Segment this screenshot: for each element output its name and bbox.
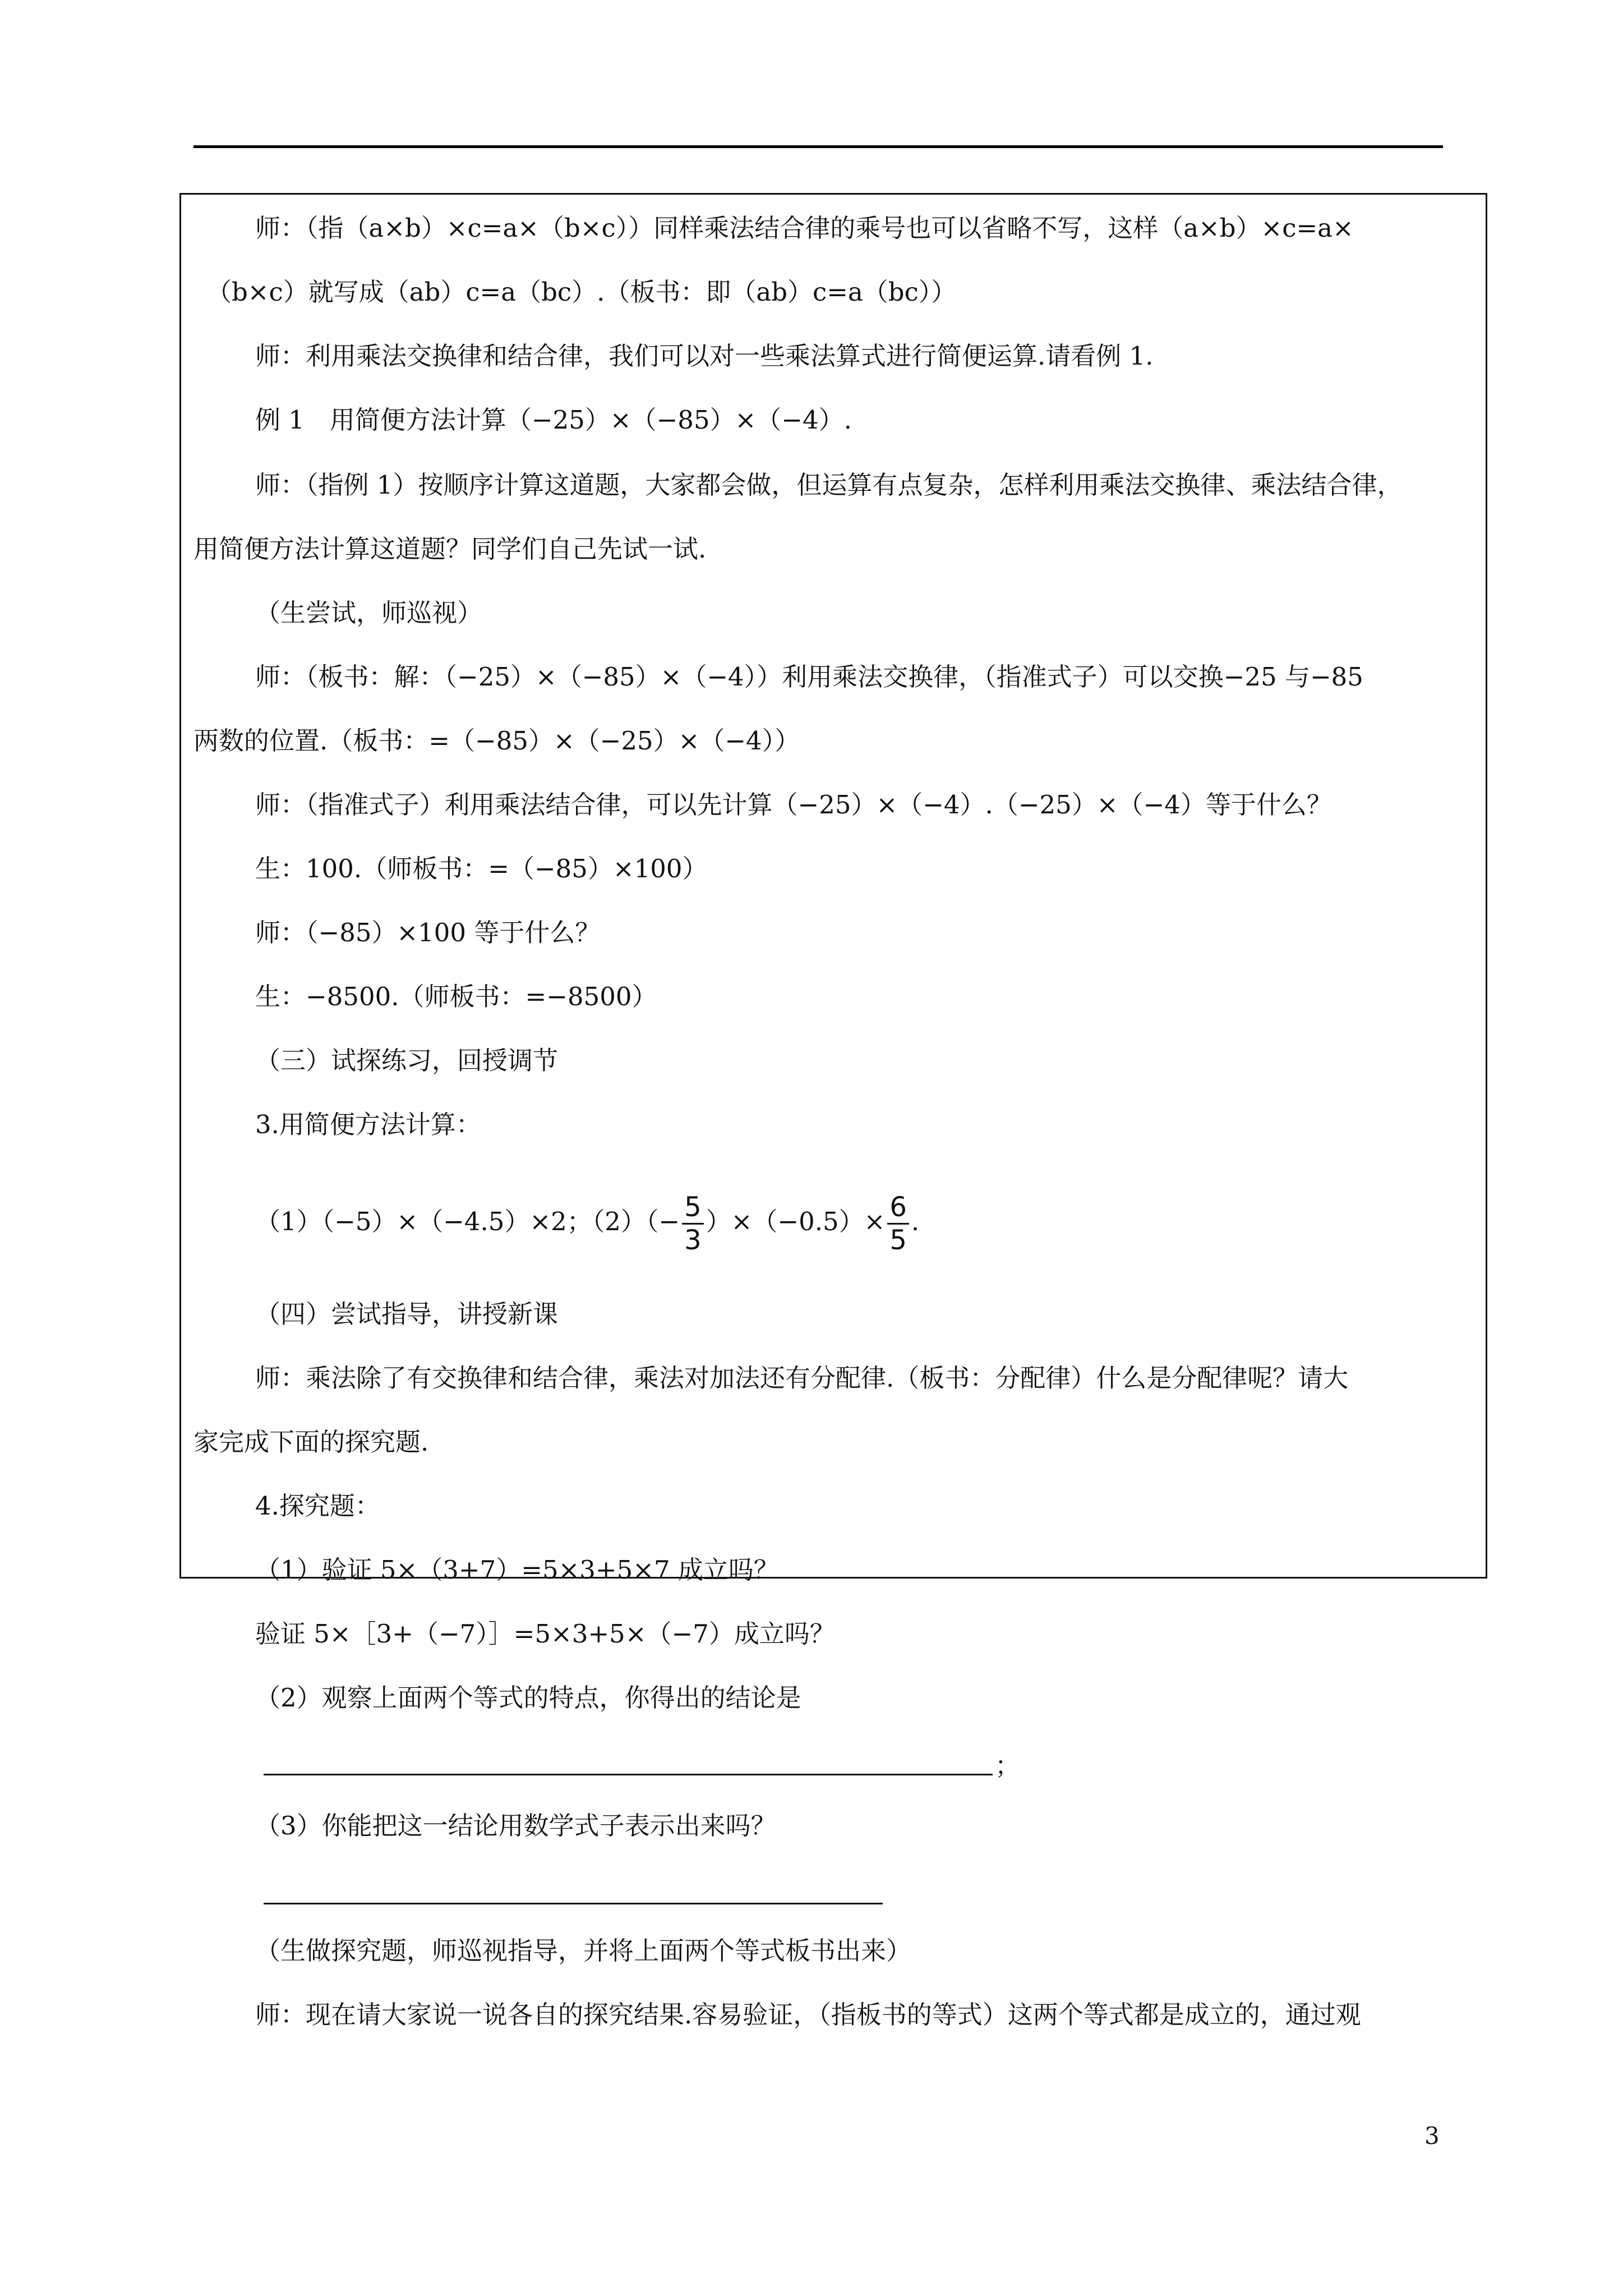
answer-blank-2[interactable] bbox=[264, 1903, 883, 1904]
exercise-end: . bbox=[911, 1207, 920, 1236]
question-2: （2）观察上面两个等式的特点，你得出的结论是 bbox=[255, 1683, 801, 1713]
fraction-numerator: 5 bbox=[682, 1191, 704, 1225]
example-1-title: 例 1 用简便方法计算（−25）×（−85）×（−4）. bbox=[255, 405, 852, 435]
page-number: 3 bbox=[1424, 2122, 1440, 2150]
text-line-28: （生做探究题，师巡视指导，并将上面两个等式板书出来） bbox=[255, 1936, 912, 1966]
exercise-part-1: （1）（−5）×（−4.5）×2；（2）（− bbox=[255, 1207, 680, 1236]
section-heading-4: （四）尝试指导，讲授新课 bbox=[255, 1299, 559, 1329]
fraction-denominator: 3 bbox=[684, 1225, 702, 1256]
text-line-20: 家完成下面的探究题. bbox=[193, 1427, 429, 1457]
text-line-3: 师：利用乘法交换律和结合律，我们可以对一些乘法算式进行简便运算.请看例 1. bbox=[255, 341, 1154, 371]
section-heading-3: （三）试探练习，回授调节 bbox=[255, 1046, 559, 1075]
text-line-2: （b×c）就写成（ab）c=a（bc）.（板书：即（ab）c=a（bc）） bbox=[206, 277, 957, 307]
exercise-3-title: 3.用简便方法计算： bbox=[255, 1110, 481, 1139]
fraction-numerator: 6 bbox=[887, 1191, 909, 1225]
text-line-12: 师：（−85）×100 等于什么？ bbox=[255, 918, 601, 947]
text-line-7: （生尝试，师巡视） bbox=[255, 598, 483, 628]
text-line-6: 用简便方法计算这道题？同学们自己先试一试. bbox=[193, 534, 707, 564]
text-line-1: 师：（指（a×b）×c=a×（b×c））同样乘法结合律的乘号也可以省略不写，这样（a×b）×c=a× bbox=[255, 213, 1354, 243]
text-line-11: 生：100.（师板书：=（−85）×100） bbox=[255, 854, 708, 884]
text-line-29: 师：现在请大家说一说各自的探究结果.容易验证，（指板书的等式）这两个等式都是成立的，通过观 bbox=[255, 2000, 1361, 2030]
text-line-10: 师：（指准式子）利用乘法结合律，可以先计算（−25）×（−4）.（−25）×（−4）等于什么？ bbox=[255, 790, 1332, 820]
text-line-9: 两数的位置.（板书：=（−85）×（−25）×（−4）） bbox=[193, 726, 800, 756]
text-line-13: 生：−8500.（师板书：=−8500） bbox=[255, 982, 657, 1011]
exercise-part-2: ）×（−0.5）× bbox=[706, 1207, 886, 1236]
text-line-8: 师：（板书：解：（−25）×（−85）×（−4））利用乘法交换律，（指准式子）可以交换−25 与−85 bbox=[255, 662, 1363, 692]
fraction-6-over-5 bbox=[887, 1191, 909, 1256]
fraction-5-over-3 bbox=[682, 1191, 704, 1256]
question-1-part-2: 验证 5×［3+（−7）］=5×3+5×（−7）成立吗？ bbox=[255, 1619, 835, 1649]
fraction-denominator: 5 bbox=[889, 1225, 907, 1256]
question-1: （1）验证 5×（3+7）=5×3+5×7 成立吗？ bbox=[255, 1555, 779, 1585]
question-3: （3）你能把这一结论用数学式子表示出来吗？ bbox=[255, 1811, 776, 1841]
text-line-19: 师：乘法除了有交换律和结合律，乘法对加法还有分配律.（板书：分配律）什么是分配律呢？请大 bbox=[255, 1363, 1349, 1393]
answer-blank-1-semicolon: ； bbox=[995, 1751, 1021, 1780]
exercise-4-title: 4.探究题： bbox=[255, 1491, 380, 1521]
answer-blank-1[interactable] bbox=[264, 1774, 993, 1775]
exercise-3-expression bbox=[255, 1182, 919, 1261]
text-line-5: 师：（指例 1）按顺序计算这道题，大家都会做，但运算有点复杂，怎样利用乘法交换律、乘法结合律， bbox=[255, 470, 1403, 500]
header-rule bbox=[193, 145, 1443, 148]
